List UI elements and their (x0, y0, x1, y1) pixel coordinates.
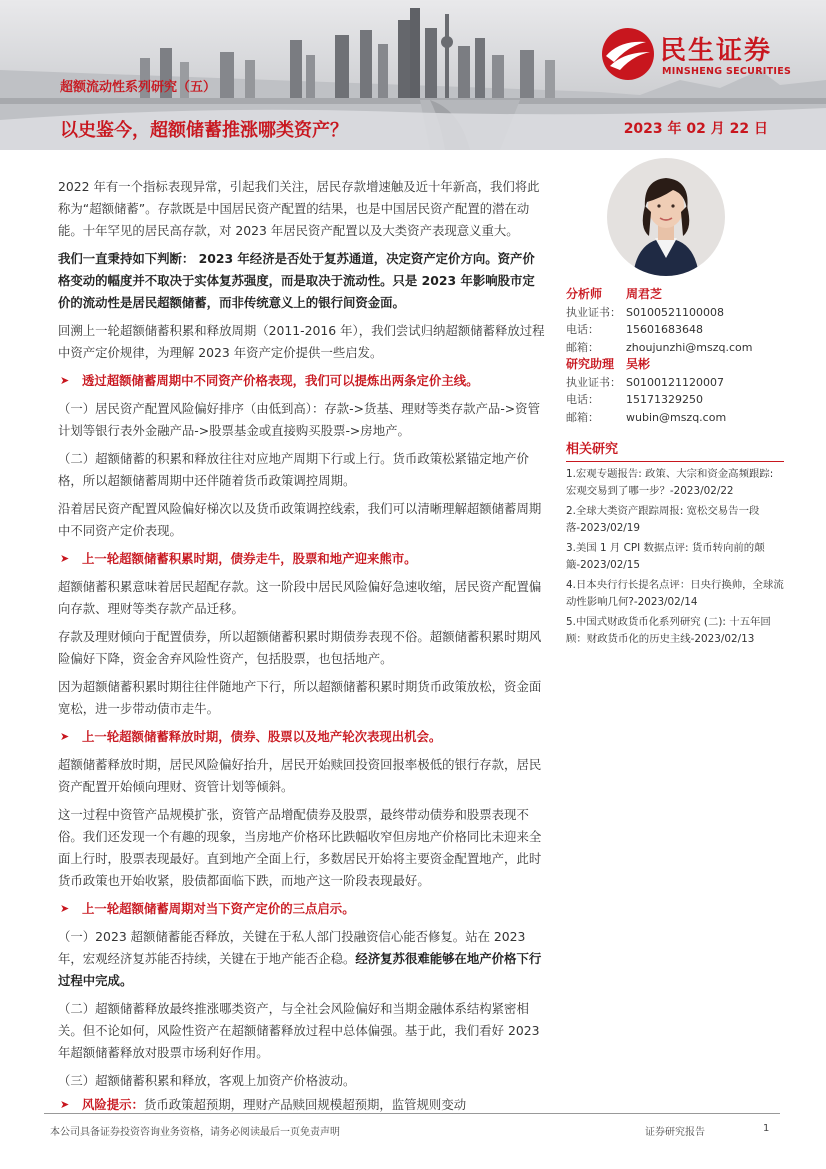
related-research-item[interactable]: 5.中国式财政货币化系列研究 (二): 十五年回顾：财政货币化的历史主线-2023/02/13 (566, 616, 771, 645)
paragraph: （二）超额储蓄释放最终推涨哪类资产，与全社会风险偏好和当期金融体系结构紧密相关。但不论如何，风险性资产在超额储蓄释放过程中总体偏强。基于此，我们看好 2023 年超额储蓄释放对股票市场利好作用。 (58, 1001, 540, 1060)
related-research-item[interactable]: 1.宏观专题报告: 政策、大宗和资金高频跟踪: 宏观交易到了哪一步？-2023/02/22 (566, 468, 774, 497)
brand-logo (600, 26, 810, 86)
phone-number: 15171329250 (626, 393, 703, 406)
phone-label: 电话： (566, 393, 599, 406)
email-link[interactable]: wubin@mszq.com (626, 410, 727, 424)
risk-label: 风险提示： (82, 1097, 144, 1112)
paragraph: 超额储蓄积累意味着居民超配存款。这一阶段中居民风险偏好急速收缩，居民资产配置偏向存款、理财等类存款产品迁移。 (58, 579, 542, 616)
analyst-info (566, 286, 786, 426)
page-title: 以史鉴今，超额储蓄推涨哪类资产？ (60, 120, 348, 141)
footer-divider (44, 1113, 780, 1114)
paragraph: 这一过程中资管产品规模扩张，资管产品增配债券及股票，最终带动债券和股票表现不俗。我们还发现一个有趣的现象，当房地产价格环比跌幅收窄但房地产价格同比未迎来全面上行时，股票表现最好。直到地产全面上行，多数居民开始将主要资金配置地产，此时货币政策也开始收紧，股债都面临下跌，而地产这一阶段表现最好。 (58, 807, 542, 888)
analyst-role-row (566, 356, 786, 374)
paragraph: 2022 年有一个指标表现异常，引起我们关注，居民存款增速触及近十年新高，我们将此称为“超额储蓄”。存款既是中国居民资产配置的结果，也是中国居民资产配置的潜在动能。十年罕见的居民高存款，对 2023 年居民资产配置以及大类资产表现意义重大。 (58, 179, 540, 238)
analyst-phone-row (566, 391, 786, 409)
brand-name-en: MINSHENG SECURITIES (662, 66, 792, 77)
paragraph: （三）超额储蓄积累和释放，客观上加资产价格波动。 (58, 1073, 356, 1088)
related-research-title: 相关研究 (566, 441, 784, 462)
paragraph: 因为超额储蓄积累时期往往伴随地产下行，所以超额储蓄积累时期货币政策放松，资金面宽松，进一步带动债市走牛。 (58, 679, 542, 716)
arrow-right-icon: ➤ (60, 552, 70, 565)
minsheng-logo-icon (600, 26, 656, 82)
brand-name-cn: 民生证券 (660, 36, 773, 66)
paragraph: 沿着居民资产配置风险偏好梯次以及货币政策调控线索，我们可以清晰理解超额储蓄周期中不同资产定价表现。 (58, 501, 542, 538)
analyst-name: 吴彬 (626, 357, 651, 371)
paragraph: 回溯上一轮超额储蓄积累和释放周期（2011-2016 年），我们尝试归纳超额储蓄释放过程中资产定价规律，为理解 2023 年资产定价提供一些启发。 (58, 323, 545, 360)
cert-label: 执业证书： (566, 375, 621, 389)
analyst-cert-row (566, 304, 786, 322)
cert-label: 执业证书： (566, 305, 621, 319)
analyst-cert-row (566, 374, 786, 392)
cert-number: S0100121120007 (626, 375, 724, 389)
analyst-name: 周君芝 (626, 287, 663, 301)
section-heading-text: 透过超额储蓄周期中不同资产价格表现，我们可以提炼出两条定价主线。 (82, 373, 479, 388)
footer-report-type: 证券研究报告 (645, 1127, 705, 1138)
analyst-email-row (566, 339, 786, 357)
analyst-role: 分析师 (566, 287, 603, 301)
analyst-role: 研究助理 (566, 357, 615, 371)
paragraph (58, 926, 545, 992)
section-heading (58, 898, 545, 920)
related-research-item[interactable]: 3.美国 1 月 CPI 数据点评: 货币转向前的颠簸-2023/02/15 (566, 542, 765, 571)
paragraph: 超额储蓄释放时期，居民风险偏好抬升，居民开始赎回投资回报率极低的银行存款，居民资产配置开始倾向理财、资管计划等倾斜。 (58, 757, 542, 794)
related-research-item[interactable]: 4.日本央行行长提名点评：日央行换帅，全球流动性影响几何?-2023/02/14 (566, 579, 784, 608)
paragraph-text: （一）2023 超额储蓄能否释放，关键在于私人部门投融资信心能否修复。站在 2023 年，宏观经济复苏能否持续，关键在于地产能否企稳。 (58, 929, 526, 966)
report-body (58, 176, 545, 1116)
section-heading (58, 548, 545, 570)
header-banner (0, 0, 826, 150)
paragraph: （二）超额储蓄的积累和释放往往对应地产周期下行或上行。货币政策松紧锚定地产价格，所以超额储蓄周期中还伴随着货币政策调控周期。 (58, 451, 529, 488)
email-label: 邮箱： (566, 410, 599, 424)
footer-disclaimer: 本公司具备证券投资咨询业务资格，请务必阅读最后一页免责声明 (50, 1127, 340, 1138)
arrow-right-icon: ➤ (60, 374, 70, 387)
series-title: 超额流动性系列研究（五） (60, 80, 217, 95)
email-label: 邮箱： (566, 340, 599, 354)
key-judgement: 我们一直秉持如下判断： 2023 年经济是否处于复苏通道，决定资产定价方向。资产价格变动的幅度并不取决于实体复苏强度，而是取决于流动性。只是 2023 年影响股市定价的流动性是居民超额储蓄，而非传统意义上的银行间资金面。 (58, 251, 535, 310)
related-research-item[interactable]: 2.全球大类资产跟踪周报: 宽松交易告一段落-2023/02/19 (566, 505, 760, 534)
phone-label: 电话： (566, 323, 599, 336)
analyst-portrait-image (607, 158, 725, 276)
paragraph-bold-text: 经济复苏很难能够在地产价格下行过程中完成。 (58, 951, 542, 988)
page-number: 1 (763, 1123, 770, 1134)
related-research (566, 441, 784, 651)
arrow-right-icon: ➤ (60, 902, 70, 915)
section-heading-text: 上一轮超额储蓄周期对当下资产定价的三点启示。 (82, 901, 355, 916)
arrow-right-icon: ➤ (60, 1098, 70, 1111)
section-heading (58, 726, 545, 748)
risk-text: 货币政策超预期，理财产品赎回规模超预期，监管规则变动 (143, 1097, 467, 1112)
analyst-photo (607, 158, 725, 276)
analyst-role-row (566, 286, 786, 304)
section-heading-text: 上一轮超额储蓄释放时期，债券、股票以及地产轮次表现出机会。 (82, 729, 442, 744)
email-link[interactable]: zhoujunzhi@mszq.com (626, 340, 753, 354)
phone-number: 15601683648 (626, 323, 703, 336)
section-heading (58, 370, 545, 392)
analyst-phone-row (566, 321, 786, 339)
cert-number: S0100521100008 (626, 305, 724, 319)
paragraph: （一）居民资产配置风险偏好排序（由低到高）：存款->货基、理财等类存款产品->资管计划等银行表外金融产品->股票基金或直接购买股票->房地产。 (58, 401, 540, 438)
paragraph: 存款及理财倾向于配置债券，所以超额储蓄积累时期债券表现不俗。超额储蓄积累时期风险偏好下降，资金舍弃风险性资产，包括股票，也包括地产。 (58, 629, 542, 666)
arrow-right-icon: ➤ (60, 730, 70, 743)
section-heading-text: 上一轮超额储蓄积累时期，债券走牛，股票和地产迎来熊市。 (82, 551, 417, 566)
report-date: 2023 年 02 月 22 日 (623, 121, 768, 137)
analyst-email-row (566, 409, 786, 427)
